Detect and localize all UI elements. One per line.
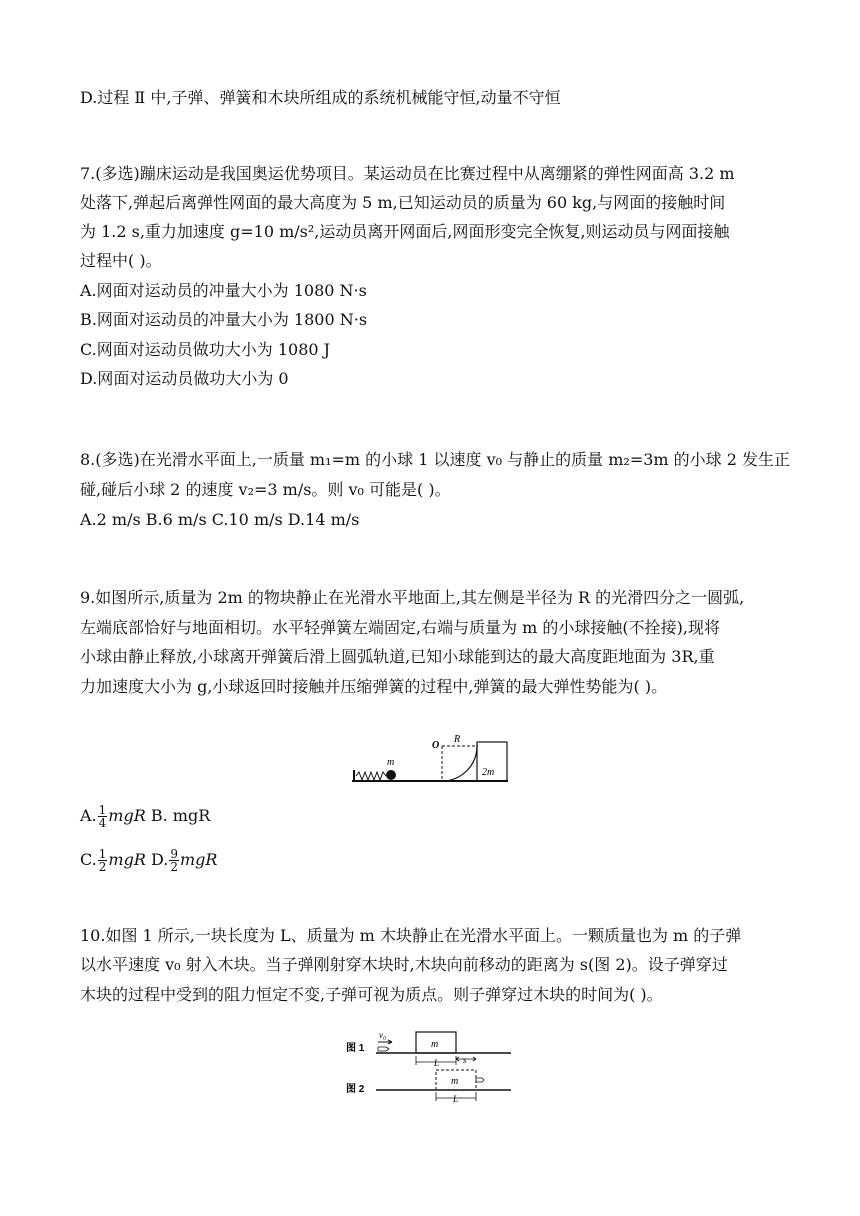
fraction-denominator: 2 bbox=[170, 860, 178, 874]
q7-option-a: A.网面对运动员的冲量大小为 1080 N·s bbox=[80, 281, 367, 300]
q10-stem-line-2: 以水平速度 v₀ 射入木块。当子弹刚射穿木块时,木块向前移动的距离为 s(图 2)。设子弹穿过 bbox=[80, 955, 728, 974]
fig1-s-label: s bbox=[463, 1055, 467, 1065]
fig2-label: 图 2 bbox=[346, 1084, 365, 1095]
block-2m bbox=[442, 742, 507, 781]
fig2-l-label: L bbox=[453, 1094, 459, 1102]
q6-option-d: D.过程 Ⅱ 中,子弹、弹簧和木块所组成的系统机械能守恒,动量不守恒 bbox=[80, 88, 561, 107]
q9-option-d-fraction bbox=[169, 848, 179, 873]
fraction-numerator: 9 bbox=[170, 847, 178, 861]
fraction-denominator: 4 bbox=[98, 816, 107, 830]
q10-stem-line-3: 木块的过程中受到的阻力恒定不变,子弹可视为质点。则子弹穿过木块的时间为( )。 bbox=[80, 985, 663, 1004]
fig1-bullet bbox=[378, 1040, 392, 1051]
q9-option-d-suffix: mgR bbox=[179, 850, 218, 869]
fraction-numerator: 1 bbox=[98, 847, 107, 861]
fig1-l-label: L bbox=[434, 1058, 440, 1068]
ball-mass-label: m bbox=[387, 757, 395, 768]
fig2-bullet bbox=[476, 1078, 484, 1082]
q7-stem-line-4: 过程中( )。 bbox=[80, 251, 162, 270]
fig2-block-mass: m bbox=[451, 1076, 459, 1087]
q9-option-c-suffix: mgR bbox=[108, 850, 146, 869]
q7-option-c: C.网面对运动员做功大小为 1080 J bbox=[80, 340, 331, 359]
block-mass-label: 2m bbox=[482, 767, 495, 778]
q9-options-row-1 bbox=[80, 804, 210, 829]
q9-option-c-fraction bbox=[98, 848, 108, 873]
q9-options-row-2 bbox=[80, 848, 217, 873]
spring bbox=[356, 772, 386, 780]
q7-option-d: D.网面对运动员做功大小为 0 bbox=[80, 369, 289, 388]
q9-stem-line-4: 力加速度大小为 g,小球返回时接触并压缩弹簧的过程中,弹簧的最大弹性势能为( )。 bbox=[80, 677, 668, 696]
q9-option-b: B. mgR bbox=[150, 806, 211, 825]
fig1-label: 图 1 bbox=[346, 1043, 365, 1054]
q8-stem-line-2: 碰,碰后小球 2 的速度 v₂=3 m/s。则 v₀ 可能是( )。 bbox=[80, 480, 451, 499]
q9-option-a-prefix: A. bbox=[80, 806, 97, 825]
q10-stem-line-1: 10.如图 1 所示,一块长度为 L、质量为 m 木块静止在光滑水平面上。一颗质量也为 m 的子弹 bbox=[80, 926, 742, 945]
q8-options: A.2 m/s B.6 m/s C.10 m/s D.14 m/s bbox=[80, 510, 360, 529]
q7-stem-line-2: 处落下,弹起后离弹性网面的最大高度为 5 m,已知运动员的质量为 60 kg,与网面的接触时间 bbox=[80, 193, 726, 212]
q10-figure-bullet-block bbox=[346, 1020, 516, 1102]
q9-figure-spring-block bbox=[350, 726, 510, 788]
q9-option-c-prefix: C. bbox=[80, 850, 97, 869]
q7-option-b: B.网面对运动员的冲量大小为 1800 N·s bbox=[80, 310, 368, 329]
q9-option-a-suffix: mgR bbox=[108, 806, 146, 825]
fig1-block-mass: m bbox=[431, 1039, 439, 1050]
q9-option-d-prefix: D. bbox=[150, 850, 169, 869]
q7-stem-line-1: 7.(多选)蹦床运动是我国奥运优势项目。某运动员在比赛过程中从离绷紧的弹性网面高 3.2 m bbox=[80, 164, 735, 183]
q9-stem-line-3: 小球由静止释放,小球离开弹簧后滑上圆弧轨道,已知小球能到达的最大高度距地面为 3R,重 bbox=[80, 647, 715, 666]
fig1-velocity-label: v₀ bbox=[379, 1030, 387, 1040]
radius-label: R bbox=[454, 734, 461, 745]
q9-stem-line-2: 左端底部恰好与地面相切。水平轻弹簧左端固定,右端与质量为 m 的小球接触(不拴接),现将 bbox=[80, 618, 721, 637]
center-o-label: O bbox=[432, 740, 440, 751]
fraction-denominator: 2 bbox=[98, 860, 107, 874]
fraction-numerator: 1 bbox=[98, 803, 107, 817]
q9-option-a-fraction bbox=[98, 804, 108, 829]
q8-stem-line-1: 8.(多选)在光滑水平面上,一质量 m₁=m 的小球 1 以速度 v₀ 与静止的质量 m₂=3m 的小球 2 发生正 bbox=[80, 450, 791, 469]
small-ball bbox=[386, 770, 396, 780]
q9-stem-line-1: 9.如图所示,质量为 2m 的物块静止在光滑水平地面上,其左侧是半径为 R 的光滑四分之一圆弧, bbox=[80, 588, 745, 607]
q7-stem-line-3: 为 1.2 s,重力加速度 g=10 m/s²,运动员离开网面后,网面形变完全恢复,则运动员与网面接触 bbox=[80, 222, 730, 241]
